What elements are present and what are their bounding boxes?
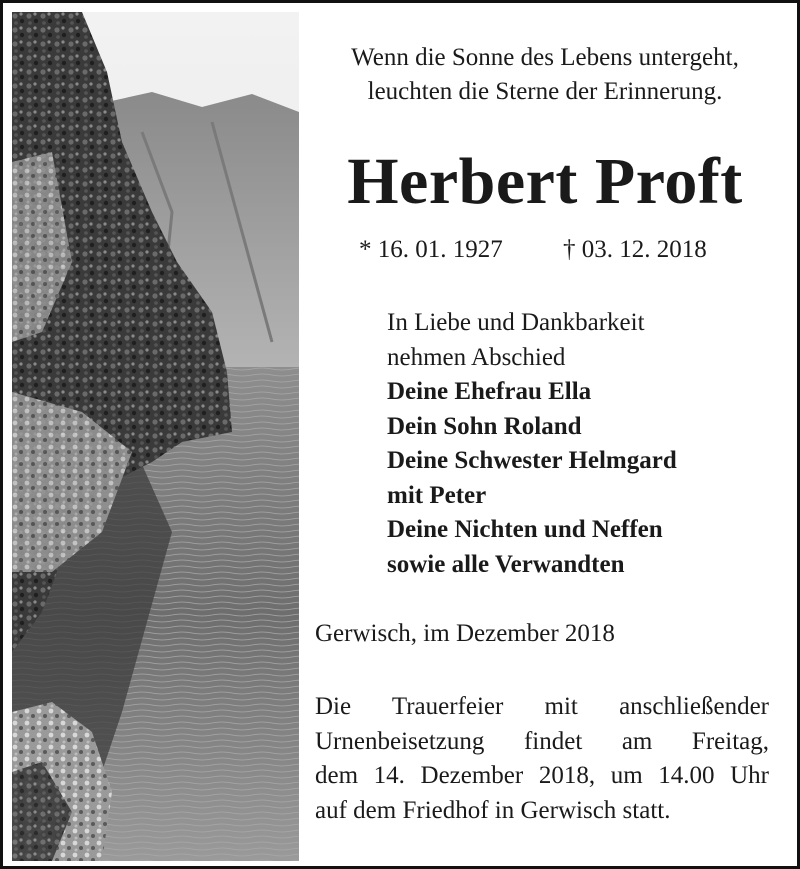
mourners-intro-1: In Liebe und Dankbarkeit	[387, 309, 645, 336]
deceased-name: Herbert Proft	[347, 145, 743, 218]
mourner-name: mit Peter	[387, 481, 487, 509]
lake-cliff-image	[12, 12, 299, 861]
mourner-name: Deine Nichten und Neffen	[387, 516, 663, 543]
landscape-photo	[12, 12, 299, 861]
mourners-intro-2: nehmen Abschied	[387, 343, 566, 371]
service-line: dem 14. Dezember 2018, um 14.00 Uhr	[315, 762, 769, 789]
mourner-name: Dein Sohn Roland	[387, 412, 582, 440]
service-line: Urnenbeisetzung findet am Freitag,	[315, 727, 769, 755]
mourner-name: sowie alle Verwandten	[387, 550, 625, 578]
quote-line-1: Wenn die Sonne des Lebens untergeht,	[351, 44, 739, 71]
birth-date: * 16. 01. 1927	[359, 236, 503, 263]
funeral-service-info	[315, 690, 769, 828]
service-line: Die Trauerfeier mit anschließender	[315, 693, 769, 720]
service-line: auf dem Friedhof in Gerwisch statt.	[315, 796, 671, 824]
mourner-name: Deine Ehefrau Ella	[387, 378, 592, 405]
death-date: † 03. 12. 2018	[563, 236, 707, 263]
place-and-date: Gerwisch, im Dezember 2018	[315, 620, 615, 647]
mourners-list	[387, 306, 767, 582]
mourner-name: Deine Schwester Helmgard	[387, 447, 677, 474]
quote-line-2: leuchten die Sterne der Erinnerung.	[367, 78, 723, 105]
memorial-quote	[315, 41, 775, 109]
